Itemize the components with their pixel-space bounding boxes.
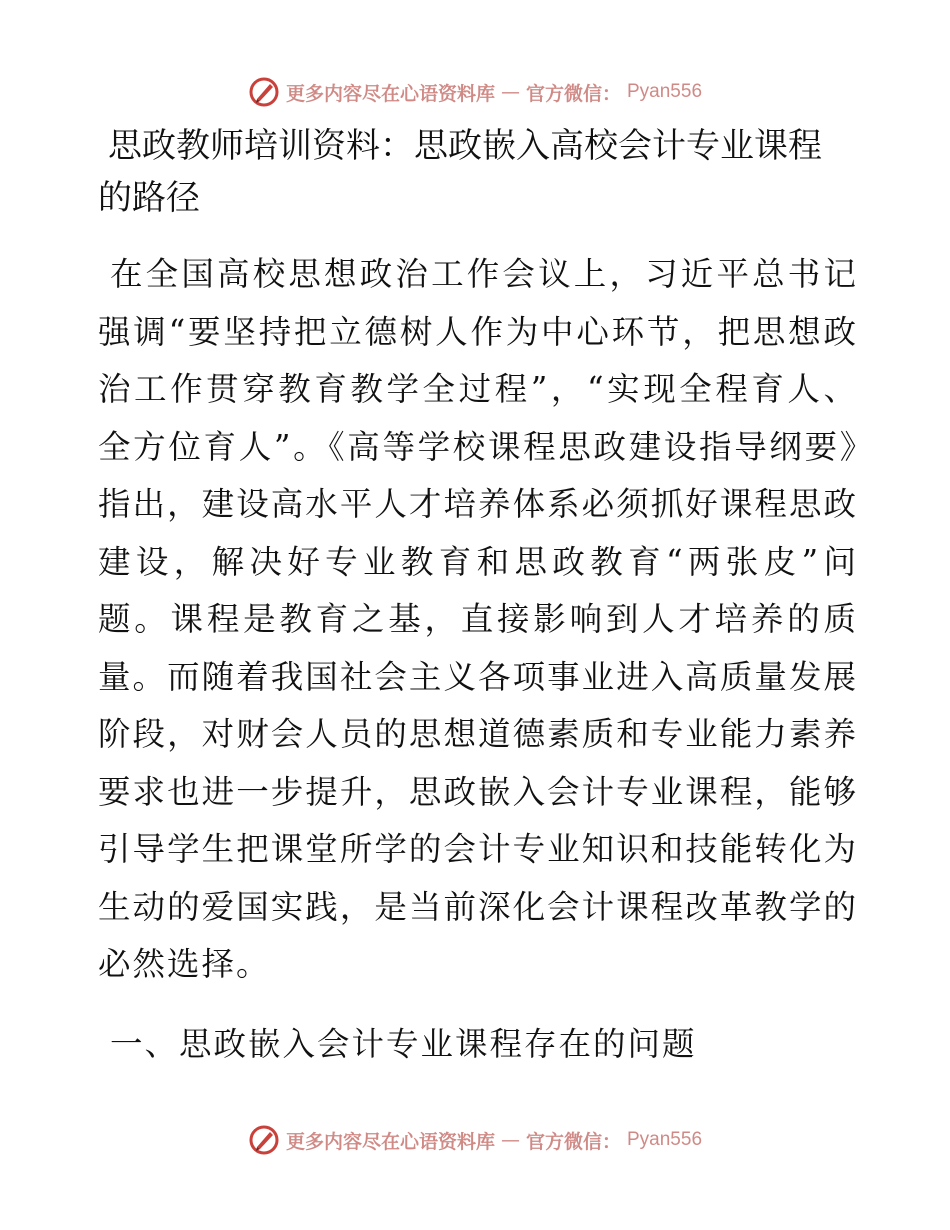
- document-title: [98, 120, 858, 224]
- watermark-text: 更多内容尽在心语资料库: [285, 1130, 495, 1153]
- section-heading: 一、思政嵌入会计专业课程存在的问题: [110, 1024, 697, 1063]
- watermark-label: 官方微信：: [525, 82, 621, 105]
- watermark-separator: —: [500, 81, 520, 103]
- pen-logo-icon: [248, 76, 280, 108]
- intro-paragraph-text: 在全国高校思想政治工作会议上，习近平总书记强调“要坚持把立德树人作为中心环节，把思想政治工作贯穿教育教学全过程”，“实现全程育人、全方位育人”。《高等学校课程思政建设指导纲要》指出，建设高水平人才培养体系必须抓好课程思政建设，解决好专业教育和思政教育“两张皮”问题。课程是教育之基，直接影响到人才培养的质量。而随着我国社会主义各项事业进入高质量发展阶段，对财会人员的思想道德素质和专业能力素养要求也进一步提升，思政嵌入会计专业课程，能够引导学生把课堂所学的会计专业知识和技能转化为生动的爱国实践，是当前深化会计课程改革教学的必然选择。: [98, 255, 858, 983]
- watermark-id: Pyan556: [627, 81, 703, 102]
- watermark-id: Pyan556: [627, 1129, 703, 1150]
- title-line-2: 的路径: [98, 178, 200, 218]
- pen-logo-icon: [248, 1124, 280, 1156]
- watermark-footer: [0, 1118, 950, 1162]
- watermark-header: [0, 70, 950, 114]
- intro-paragraph: [98, 246, 858, 994]
- watermark-label: 官方微信：: [525, 1130, 621, 1153]
- title-line-1: 思政教师培训资料：思政嵌入高校会计专业课程: [108, 126, 822, 166]
- watermark-separator: —: [500, 1129, 520, 1151]
- watermark-text: 更多内容尽在心语资料库: [285, 82, 495, 105]
- document-body: [98, 120, 858, 1073]
